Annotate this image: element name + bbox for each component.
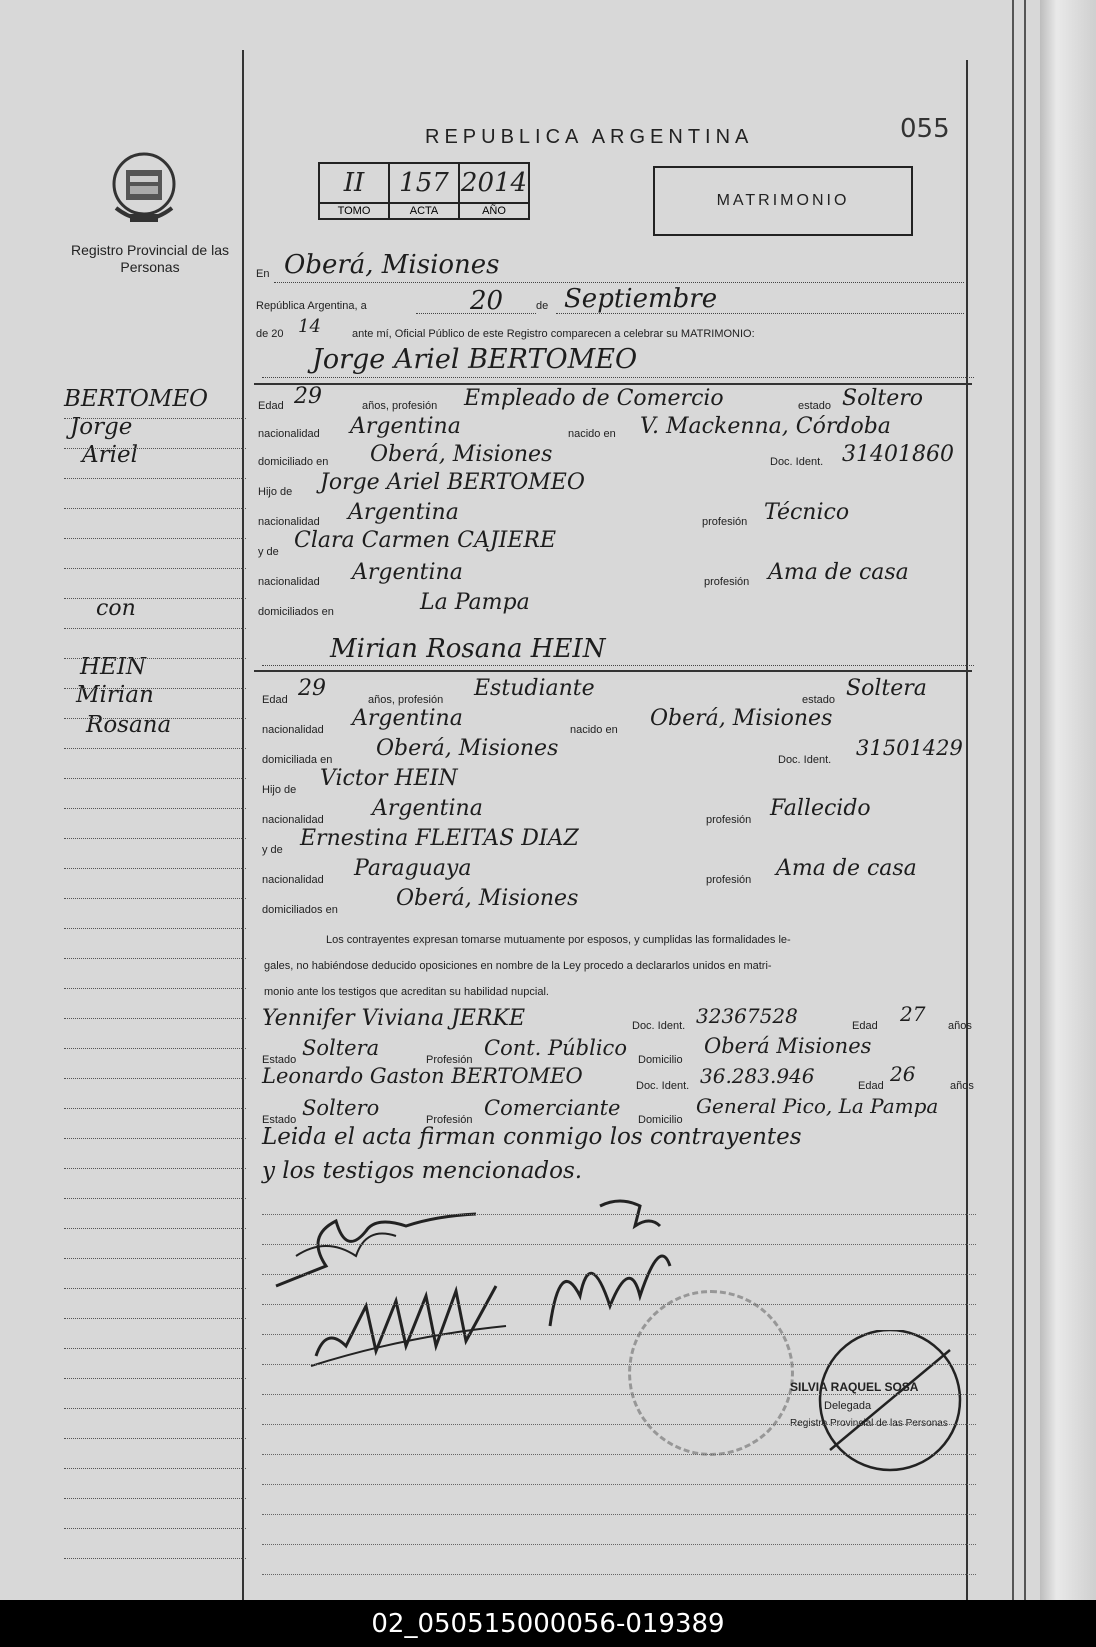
ruled-line	[64, 478, 246, 480]
ruled-line	[64, 1258, 246, 1260]
groom-father-nat-label: nacionalidad	[258, 516, 320, 528]
margin-divider	[242, 50, 244, 1600]
groom-nacionalidad-label: nacionalidad	[258, 428, 320, 440]
groom-father-nationality: Argentina	[348, 500, 459, 525]
ruled-line	[262, 1334, 976, 1336]
ano-value: 2014	[459, 163, 529, 203]
document-type-box: MATRIMONIO	[653, 166, 913, 236]
margin-bride-surname: HEIN	[80, 654, 147, 680]
bride-doc-label: Doc. Ident.	[778, 754, 832, 766]
groom-birthplace: V. Mackenna, Córdoba	[640, 414, 891, 439]
ruled-line	[64, 1228, 246, 1230]
ruled-line	[64, 1168, 246, 1170]
groom-domiciliados-label: domiciliados en	[258, 606, 334, 618]
tomo-value: II	[319, 163, 389, 203]
officer-role: Delegada	[824, 1400, 872, 1412]
ruled-line	[64, 1048, 246, 1050]
groom-civil-status: Soltero	[842, 386, 923, 411]
groom-parents-domicile: La Pampa	[420, 590, 530, 615]
witness2-name: Leonardo Gaston BERTOMEO	[262, 1064, 583, 1088]
ruled-line	[64, 1468, 246, 1470]
margin-bride-first: Mirian	[76, 682, 154, 708]
bride-mother-nat-label: nacionalidad	[262, 874, 324, 886]
month-value: Septiembre	[564, 284, 718, 314]
year-prefix: de 20	[256, 328, 284, 340]
groom-document: 31401860	[842, 442, 954, 467]
groom-nationality: Argentina	[350, 414, 461, 439]
bride-nacido-label: nacido en	[570, 724, 618, 736]
ruled-line	[64, 1558, 246, 1560]
ruled-line	[64, 1498, 246, 1500]
witness1-anos-label: años	[948, 1020, 972, 1032]
bride-estado-label: estado	[802, 694, 836, 706]
ruled-line	[64, 868, 246, 870]
ruled-line	[64, 508, 246, 510]
groom-domicile: Oberá, Misiones	[370, 442, 553, 467]
bride-age: 29	[298, 676, 326, 701]
witness1-estado-label: Estado	[262, 1054, 297, 1066]
ruled-line	[262, 1544, 976, 1546]
ruled-line	[64, 448, 246, 450]
ruled-line	[64, 1078, 246, 1080]
bride-profession: Estudiante	[474, 676, 595, 701]
witness2-domicile: General Pico, La Pampa	[696, 1094, 939, 1118]
book-edge	[1040, 0, 1096, 1600]
groom-mother-nat-label: nacionalidad	[258, 576, 320, 588]
ruled-line	[262, 1514, 976, 1516]
ruled-line	[64, 838, 246, 840]
year-suffix: 14	[298, 316, 321, 337]
ruled-line	[262, 1214, 976, 1216]
groom-doc-label: Doc. Ident.	[770, 456, 824, 468]
ruled-line	[64, 808, 246, 810]
groom-domiciliado-label: domiciliado en	[258, 456, 329, 468]
ruled-line	[64, 628, 246, 630]
ruled-line	[64, 1408, 246, 1410]
bride-father-nat-label: nacionalidad	[262, 814, 324, 826]
place-value: Oberá, Misiones	[284, 250, 500, 280]
record-table	[318, 162, 530, 220]
witness2-doc-label: Doc. Ident.	[636, 1080, 690, 1092]
margin-connector: con	[96, 596, 136, 621]
groom-estado-label: estado	[798, 400, 832, 412]
witness1-document: 32367528	[696, 1004, 798, 1028]
bride-mother-profession: Ama de casa	[776, 856, 917, 881]
margin-groom-surname: BERTOMEO	[64, 386, 208, 412]
binding-edge	[1012, 0, 1014, 1600]
page-number: 055	[900, 114, 950, 144]
bride-parents-domicile: Oberá, Misiones	[396, 886, 579, 911]
ruled-line	[64, 778, 246, 780]
groom-full-name: Jorge Ariel BERTOMEO	[312, 344, 638, 375]
bride-hijo-label: Hijo de	[262, 784, 297, 796]
ruled-line	[64, 418, 246, 420]
witness2-edad-label: Edad	[858, 1080, 884, 1092]
ruled-line	[64, 1438, 246, 1440]
footer-id: 02_050515000056-019389	[0, 1600, 1096, 1647]
groom-father: Jorge Ariel BERTOMEO	[320, 470, 585, 495]
section-separator	[254, 383, 972, 385]
bride-document: 31501429	[856, 736, 963, 760]
bride-full-name: Mirian Rosana HEIN	[330, 634, 606, 664]
groom-mother-prof-label: profesión	[704, 576, 750, 588]
groom-mother-nationality: Argentina	[352, 560, 463, 585]
witness2-profession: Comerciante	[484, 1096, 621, 1120]
ruled-line	[64, 1108, 246, 1110]
bride-domiciliados-label: domiciliados en	[262, 904, 338, 916]
groom-age: 29	[294, 384, 322, 409]
groom-father-prof-label: profesión	[702, 516, 748, 528]
ruled-line	[262, 1364, 976, 1366]
bride-father-nationality: Argentina	[372, 796, 483, 821]
ruled-line	[64, 1348, 246, 1350]
groom-yde-label: y de	[258, 546, 279, 558]
bride-domiciliada-label: domiciliada en	[262, 754, 333, 766]
witness1-edad-label: Edad	[852, 1020, 878, 1032]
acta-value: 157	[389, 163, 459, 203]
section-separator	[254, 670, 972, 672]
bride-domicile: Oberá, Misiones	[376, 736, 559, 761]
bride-yde-label: y de	[262, 844, 283, 856]
groom-hijo-label: Hijo de	[258, 486, 293, 498]
ruled-line	[262, 1484, 976, 1486]
margin-bride-second: Rosana	[86, 712, 172, 738]
ruled-line	[262, 1244, 976, 1246]
groom-father-profession: Técnico	[764, 500, 850, 525]
de-label: de	[536, 300, 549, 312]
bride-anos-label: años, profesión	[368, 694, 444, 706]
bride-nacionalidad-label: nacionalidad	[262, 724, 324, 736]
bride-edad-label: Edad	[262, 694, 288, 706]
bride-father: Victor HEIN	[320, 766, 458, 791]
groom-anos-label: años, profesión	[362, 400, 438, 412]
margin-groom-first: Jorge	[70, 414, 133, 440]
witness2-profesion-label: Profesión	[426, 1114, 473, 1126]
bride-civil-status: Soltera	[846, 676, 927, 701]
ruled-line	[64, 1138, 246, 1140]
witness1-civil-status: Soltera	[302, 1036, 380, 1060]
republica-label: República Argentina, a	[256, 300, 367, 312]
official-stamp-icon	[628, 1290, 794, 1456]
bride-mother: Ernestina FLEITAS DIAZ	[300, 826, 579, 851]
tomo-label: TOMO	[319, 203, 389, 219]
ruled-line	[64, 598, 246, 600]
witness2-document: 36.283.946	[700, 1064, 815, 1088]
bride-mother-prof-label: profesión	[706, 874, 752, 886]
registry-name: Registro Provincial de las Personas	[71, 242, 229, 275]
bride-mother-nationality: Paraguaya	[354, 856, 472, 881]
ruled-line	[64, 1378, 246, 1380]
closing-line-2: y los testigos mencionados.	[262, 1158, 583, 1184]
declaration-line-1: Los contrayentes expresan tomarse mutuamente por esposos, y cumplidas las formalidades le-	[326, 934, 791, 946]
witness2-civil-status: Soltero	[302, 1096, 380, 1120]
bride-nationality: Argentina	[352, 706, 463, 731]
ruled-line	[64, 718, 246, 720]
ruled-line	[262, 1424, 976, 1426]
groom-nacido-label: nacido en	[568, 428, 616, 440]
ruled-line	[64, 988, 246, 990]
ruled-line	[262, 1574, 976, 1576]
declaration-line-2: gales, no habiéndose deducido oposiciones en nombre de la Ley procedo a declararlos unidos en matri-	[264, 960, 772, 972]
declaration-line-3: monio ante los testigos que acreditan su habilidad nupcial.	[264, 986, 549, 998]
ruled-line	[64, 568, 246, 570]
ruled-line	[262, 1304, 976, 1306]
ruled-line	[64, 1018, 246, 1020]
ruled-line	[64, 898, 246, 900]
ruled-line	[64, 958, 246, 960]
ano-label: AÑO	[459, 203, 529, 219]
groom-mother-profession: Ama de casa	[768, 560, 909, 585]
bride-father-prof-label: profesión	[706, 814, 752, 826]
en-label: En	[256, 268, 270, 280]
margin-groom-second: Ariel	[82, 442, 138, 468]
witness2-anos-label: años	[950, 1080, 974, 1092]
groom-mother: Clara Carmen CAJIERE	[294, 528, 557, 553]
ruled-line	[64, 688, 246, 690]
witness1-name: Yennifer Viviana JERKE	[262, 1006, 526, 1031]
country-header: REPUBLICA ARGENTINA	[425, 126, 754, 148]
ruled-line	[262, 1454, 976, 1456]
binding-edge	[1024, 0, 1026, 1600]
acta-label: ACTA	[389, 203, 459, 219]
groom-profession: Empleado de Comercio	[464, 386, 724, 411]
ruled-line	[64, 1288, 246, 1290]
witness1-domicilio-label: Domicilio	[638, 1054, 683, 1066]
ruled-line	[262, 1394, 976, 1396]
witness1-domicile: Oberá Misiones	[704, 1034, 872, 1058]
closing-line-1: Leida el acta firman conmigo los contrayentes	[262, 1124, 802, 1150]
bride-father-profession: Fallecido	[770, 796, 871, 821]
bride-name-fill	[262, 664, 974, 666]
ruled-line	[262, 1274, 976, 1276]
bride-signature	[306, 1266, 526, 1376]
day-value: 20	[470, 286, 504, 316]
ruled-line	[64, 658, 246, 660]
ruled-line	[64, 1198, 246, 1200]
witness2-age: 26	[890, 1062, 916, 1086]
bride-birthplace: Oberá, Misiones	[650, 706, 833, 731]
witness1-profession: Cont. Público	[484, 1036, 627, 1060]
witness2-estado-label: Estado	[262, 1114, 297, 1126]
ruled-line	[64, 928, 246, 930]
officer-office: Registro Provincial de las Personas	[790, 1418, 948, 1429]
groom-edad-label: Edad	[258, 400, 284, 412]
preamble-statement: ante mí, Oficial Público de este Registro comparecen a celebrar su MATRIMONIO:	[352, 328, 755, 340]
groom-name-fill	[262, 376, 974, 378]
witness1-doc-label: Doc. Ident.	[632, 1020, 686, 1032]
provincial-seal-icon	[110, 150, 178, 228]
witness2-domicilio-label: Domicilio	[638, 1114, 683, 1126]
ruled-line	[64, 1318, 246, 1320]
ruled-line	[64, 538, 246, 540]
officer-name: SILVIA RAQUEL SOSA	[790, 1380, 919, 1394]
witness1-age: 27	[900, 1002, 926, 1026]
place-fill	[274, 281, 964, 283]
ruled-line	[64, 748, 246, 750]
ruled-line	[64, 1528, 246, 1530]
witness1-profesion-label: Profesión	[426, 1054, 473, 1066]
